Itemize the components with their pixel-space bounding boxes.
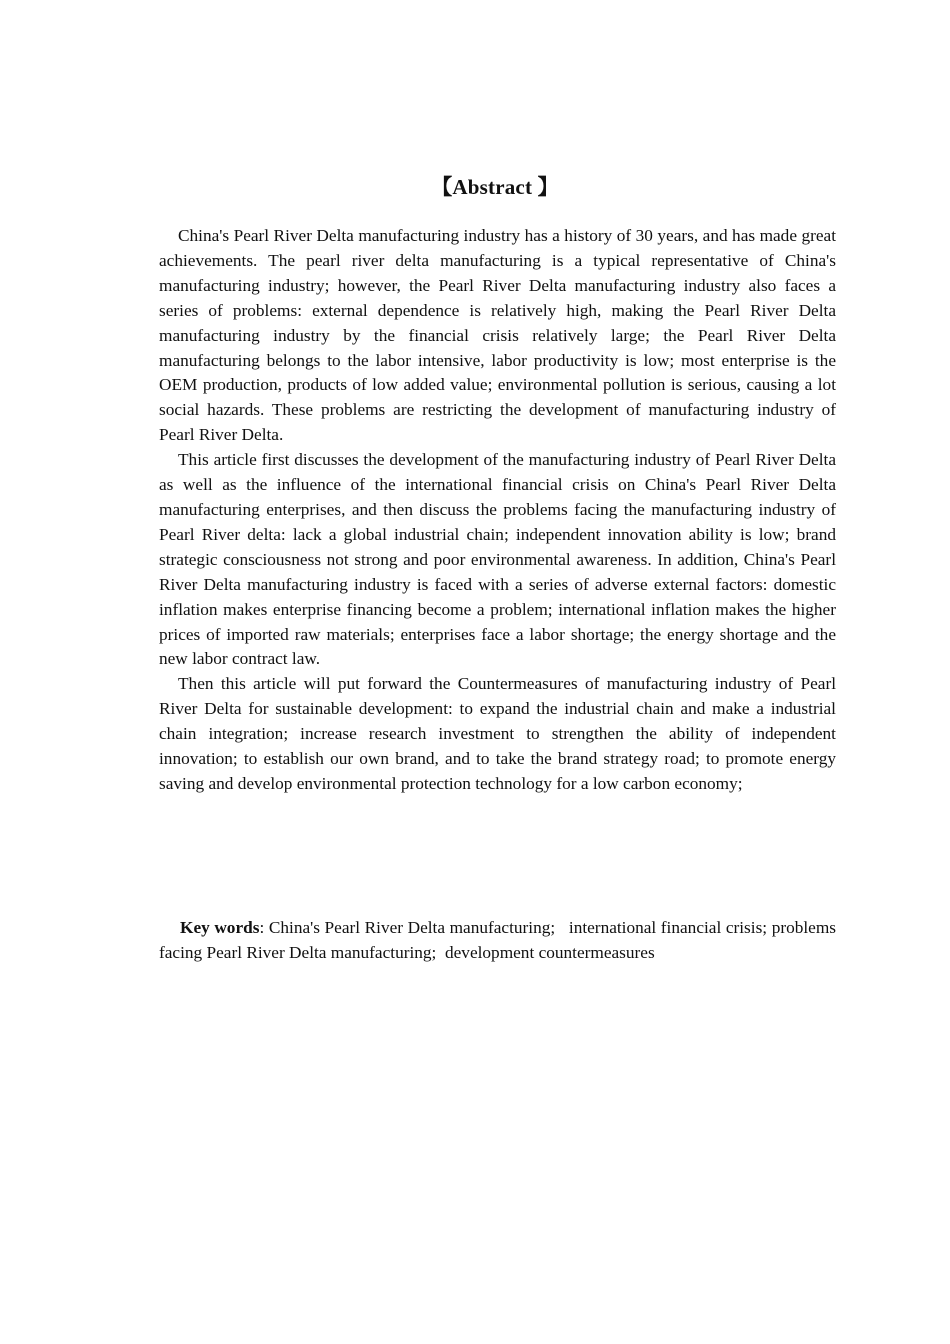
abstract-paragraph-3: Then this article will put forward the Countermeasures of manufacturing industry of Pearl River Delta for sustainable development: to expand the industrial chain and make a industrial chain integration; increase research investment to strengthen the ability of independent innovation; to establish our own brand, and to take the brand strategy road; to promote energy saving and develop environmental protection technology for a low carbon economy; bbox=[159, 674, 836, 793]
abstract-heading: 【Abstract 】 bbox=[431, 175, 559, 199]
keywords-text: : China's Pearl River Delta manufacturing; international financial crisis; problems facing Pearl River Delta manufacturing; development countermeasures bbox=[159, 918, 841, 962]
abstract-paragraph-1: China's Pearl River Delta manufacturing industry has a history of 30 years, and has made great achievements. The pearl river delta manufacturing is a typical representative of China's manufacturing industry; however, the Pearl River Delta manufacturing industry also faces a series of problems: external dependence is relatively high, making the Pearl River Delta manufacturing industry by the financial crisis relatively large; the Pearl River Delta manufacturing belongs to the labor intensive, labor productivity is low; most enterprise is the OEM production, products of low added value; environmental pollution is serious, causing a lot social hazards. These problems are restricting the development of manufacturing industry of Pearl River Delta. bbox=[159, 226, 836, 445]
keywords-line bbox=[159, 916, 841, 966]
keywords-label: Key words bbox=[180, 918, 260, 937]
abstract-body bbox=[159, 224, 836, 797]
abstract-paragraph-2: This article first discusses the development of the manufacturing industry of Pearl River Delta as well as the influence of the international financial crisis on China's Pearl River Delta manufacturing enterprises, and then discuss the problems facing the manufacturing industry of Pearl River delta: lack a global industrial chain; independent innovation ability is low; brand strategic consciousness not strong and poor environmental awareness. In addition, China's Pearl River Delta manufacturing industry is faced with a series of adverse external factors: domestic inflation makes enterprise financing become a problem; international inflation makes the higher prices of imported raw materials; enterprises face a labor shortage; the energy shortage and the new labor contract law. bbox=[159, 450, 836, 669]
